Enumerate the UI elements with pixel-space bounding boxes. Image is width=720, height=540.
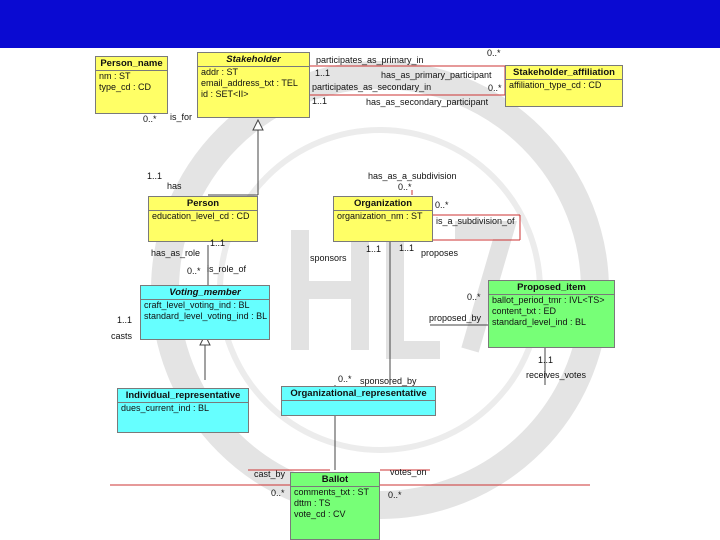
organization-attr-nm: organization_nm : ST (337, 211, 423, 221)
stakeholder-attr-id: id : SET<II> (201, 89, 249, 99)
class-individual-representative[interactable] (117, 388, 249, 433)
class-ballot[interactable] (290, 472, 380, 540)
stakeholder-attr-addr: addr : ST (201, 67, 239, 77)
label-mult-isfor-0n: 0..* (143, 114, 157, 124)
ballot-attr-dttm: dttm : TS (294, 498, 331, 508)
person-name-attr-type: type_cd : CD (99, 82, 152, 92)
label-sponsored-by: sponsored_by (360, 376, 417, 386)
class-organization-title: Organization (334, 197, 432, 211)
class-stakeholder-title: Stakeholder (198, 53, 309, 67)
label-votes-on: votes_on (390, 467, 427, 477)
voting-member-attr-standard: standard_level_voting_ind : BL (144, 311, 268, 321)
label-mult-proposes-11: 1..1 (399, 243, 415, 253)
label-proposed-by: proposed_by (429, 313, 482, 323)
class-voting-member-title: Voting_member (141, 286, 269, 300)
label-is-role-of: is_role_of (207, 264, 247, 274)
label-is-a-subdivision-of: is_a_subdivision_of (436, 216, 515, 226)
label-mult-ballot-left-0n: 0..* (271, 488, 285, 498)
class-individual-representative-title: Individual_representative (118, 389, 248, 403)
label-mult-primary-11: 1..1 (315, 68, 331, 78)
class-proposed-item[interactable] (488, 280, 615, 348)
class-organizational-representative[interactable] (281, 386, 436, 416)
label-mult-receives-11: 1..1 (538, 355, 554, 365)
class-stakeholder-affiliation[interactable] (505, 65, 623, 107)
class-organizational-representative-title: Organizational_representative (282, 387, 435, 401)
person-name-attr-nm: nm : ST (99, 71, 131, 81)
stakeholder-affiliation-attr-type: affiliation_type_cd : CD (509, 80, 602, 90)
label-receives-votes: receives_votes (526, 370, 587, 380)
label-is-for: is_for (170, 112, 193, 122)
class-person-title: Person (149, 197, 257, 211)
label-mult-role-11: 1..1 (210, 238, 226, 248)
class-organization[interactable] (333, 196, 433, 242)
label-participates-as-primary-in: participates_as_primary_in (316, 55, 424, 65)
label-has: has (167, 181, 182, 191)
label-mult-secondary-11: 1..1 (312, 96, 328, 106)
label-mult-ballot-right-0n: 0..* (388, 490, 402, 500)
title-bar (0, 0, 720, 48)
class-stakeholder[interactable] (197, 52, 310, 118)
label-has-as-a-subdivision: has_as_a_subdivision (368, 171, 457, 181)
proposed-item-attr-ballot-period: ballot_period_tmr : IVL<TS> (492, 295, 605, 305)
label-mult-subdivision-0n-right: 0..* (435, 200, 449, 210)
person-attr-education: education_level_cd : CD (152, 211, 250, 221)
label-has-as-primary-participant: has_as_primary_participant (381, 70, 492, 80)
label-mult-proposed-by-0n: 0..* (467, 292, 481, 302)
label-sponsors: sponsors (310, 253, 347, 263)
label-mult-subdivision-0n-top: 0..* (398, 182, 412, 192)
proposed-item-attr-content: content_txt : ED (492, 306, 557, 316)
class-person-name-title: Person_name (96, 57, 167, 71)
label-mult-sponsors-11: 1..1 (366, 244, 382, 254)
label-mult-casts-11: 1..1 (117, 315, 133, 325)
label-casts: casts (111, 331, 133, 341)
label-participates-as-secondary-in: participates_as_secondary_in (312, 82, 432, 92)
voting-member-attr-craft: craft_level_voting_ind : BL (144, 300, 250, 310)
individual-representative-attr-dues: dues_current_ind : BL (121, 403, 210, 413)
class-ballot-title: Ballot (291, 473, 379, 487)
class-stakeholder-affiliation-title: Stakeholder_affiliation (506, 66, 622, 80)
class-voting-member[interactable] (140, 285, 270, 340)
stakeholder-attr-email: email_address_txt : TEL (201, 78, 298, 88)
label-mult-role-0n: 0..* (187, 266, 201, 276)
class-person-name[interactable] (95, 56, 168, 114)
ballot-attr-vote: vote_cd : CV (294, 509, 346, 519)
proposed-item-attr-standard-level: standard_level_ind : BL (492, 317, 587, 327)
ballot-attr-comments: comments_txt : ST (294, 487, 370, 497)
label-proposes: proposes (421, 248, 459, 258)
class-person[interactable] (148, 196, 258, 242)
label-mult-primary-0n: 0..* (487, 48, 501, 58)
label-mult-has-11: 1..1 (147, 171, 163, 181)
label-mult-sponsored-by-0n: 0..* (338, 374, 352, 384)
label-has-as-secondary-participant: has_as_secondary_participant (366, 97, 489, 107)
label-has-as-role: has_as_role (151, 248, 201, 258)
label-mult-secondary-0n: 0..* (488, 83, 502, 93)
class-proposed-item-title: Proposed_item (489, 281, 614, 295)
label-cast-by: cast_by (254, 469, 286, 479)
